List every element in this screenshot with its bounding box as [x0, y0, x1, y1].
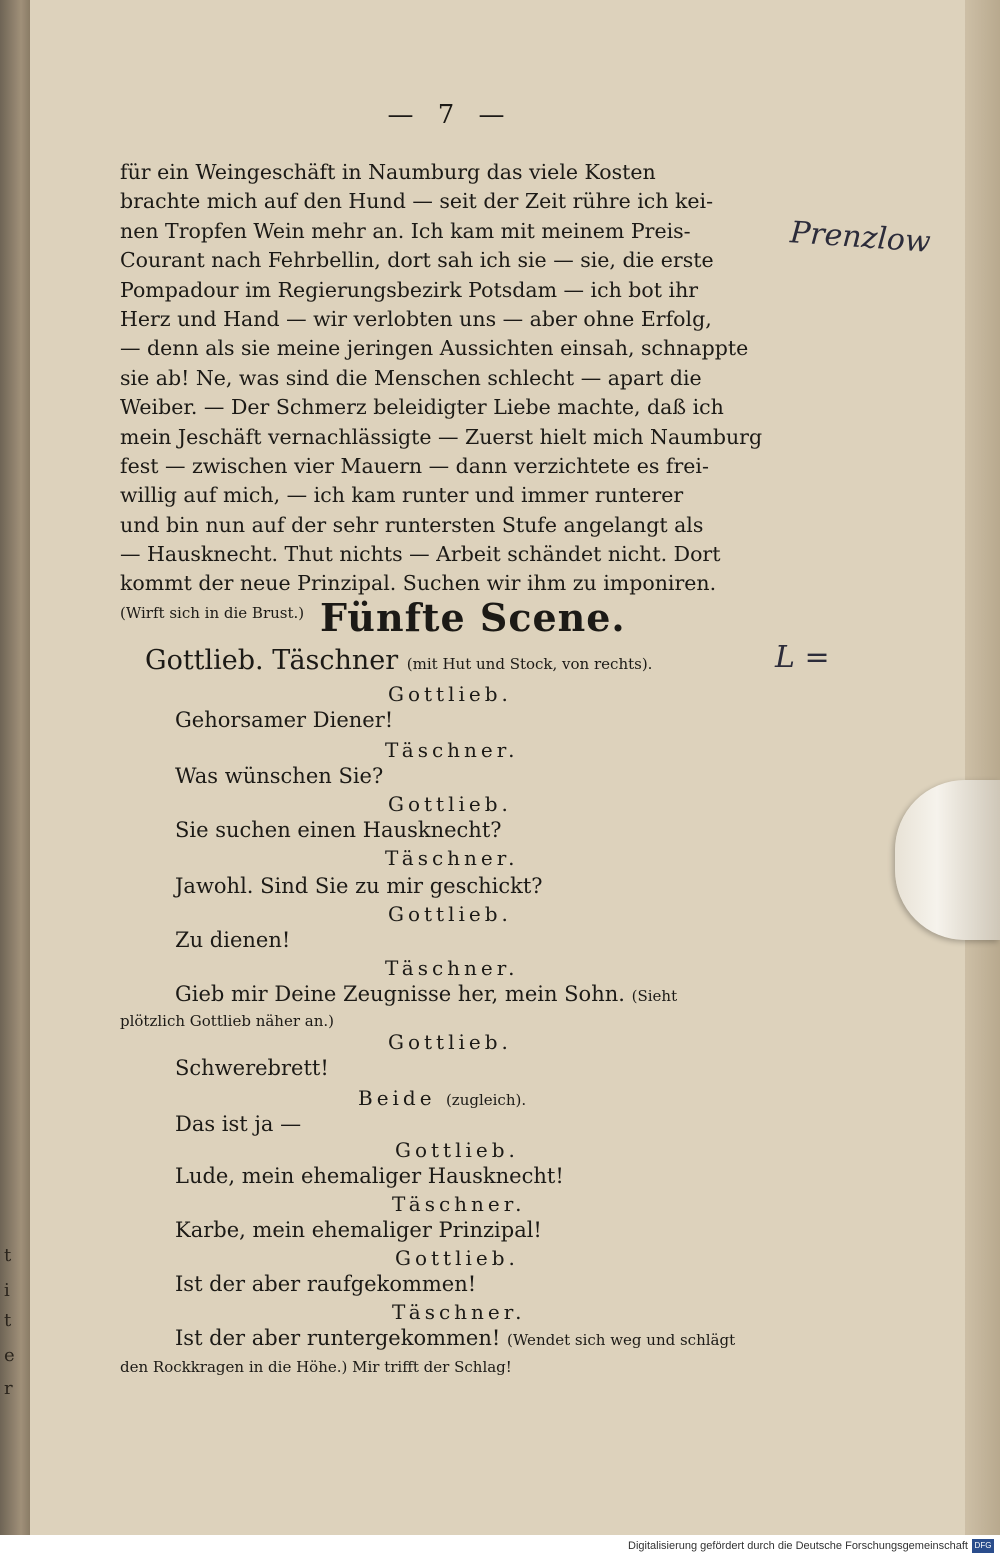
text-line: Weiber. — Der Schmerz beleidigter Liebe machte, daß ich	[120, 395, 724, 420]
dialogue-line	[175, 1326, 735, 1350]
text-line: willig auf mich, — ich kam runter und immer runterer	[120, 483, 684, 508]
speaker-stage-direction: (zugleich).	[445, 1091, 527, 1109]
footer-bar	[0, 1535, 1000, 1559]
text-line: — Hausknecht. Thut nichts — Arbeit schändet nicht. Dort	[120, 542, 721, 567]
speaker-name: Täschner.	[385, 738, 519, 762]
text-line: Courant nach Fehrbellin, dort sah ich sie — sie, die erste	[120, 248, 714, 273]
text-line: Herz und Hand — wir verlobten uns — aber ohne Erfolg,	[120, 306, 712, 331]
speaker-name: Gottlieb.	[388, 682, 512, 706]
text-line: kommt der neue Prinzipal. Suchen wir ihm zu imponiren.	[120, 571, 717, 596]
text-line: sie ab! Ne, was sind die Menschen schlecht — apart die	[120, 365, 702, 390]
text-line: mein Jeschäft vernachlässigte — Zuerst hielt mich Naumburg	[120, 424, 763, 449]
stage-direction: (Wendet sich weg und schlägt	[507, 1331, 736, 1349]
speaker-name: Gottlieb.	[395, 1138, 519, 1162]
dialogue-line: Sie suchen einen Hausknecht?	[175, 818, 502, 842]
speaker-name	[358, 1086, 526, 1110]
speaker-name: Täschner.	[392, 1300, 526, 1324]
dialogue-line: Zu dienen!	[175, 928, 291, 952]
left-page-fragment: t	[4, 1310, 12, 1331]
text-line: fest — zwischen vier Mauern — dann verzichtete es frei-	[120, 453, 709, 478]
dialogue-text: Gieb mir Deine Zeugnisse her, mein Sohn.	[175, 982, 625, 1006]
scene-title: Fünfte Scene.	[320, 595, 626, 640]
speaker-name: Täschner.	[385, 846, 519, 870]
dialogue-line: Karbe, mein ehemaliger Prinzipal!	[175, 1218, 542, 1242]
dialogue-line: Jawohl. Sind Sie zu mir geschickt?	[175, 874, 543, 898]
monologue-paragraph	[120, 158, 770, 628]
text-line: und bin nun auf der sehr runtersten Stufe angelangt als	[120, 512, 704, 537]
dialogue-line: Was wünschen Sie?	[175, 764, 384, 788]
text-line: für ein Weingeschäft in Naumburg das viele Kosten	[120, 160, 656, 184]
speaker-name: Täschner.	[392, 1192, 526, 1216]
left-page-fragment: i	[4, 1280, 10, 1301]
dialogue-line	[175, 982, 677, 1006]
left-page-fragment: t	[4, 1245, 12, 1266]
text-line: nen Tropfen Wein mehr an. Ich kam mit meinem Preis-	[120, 218, 691, 243]
text-line: — denn als sie meine jeringen Aussichten einsah, schnappte	[120, 336, 749, 361]
dfg-logo: DFG	[972, 1539, 994, 1553]
footer-credit: Digitalisierung gefördert durch die Deutsche Forschungsgemeinschaft	[628, 1540, 968, 1552]
stage-direction: (Wirft sich in die Brust.)	[120, 603, 305, 622]
dialogue-line: Lude, mein ehemaliger Hausknecht!	[175, 1164, 564, 1188]
speaker-name: Gottlieb.	[395, 1246, 519, 1270]
roles-stage-direction: (mit Hut und Stock, von rechts).	[406, 655, 653, 673]
speaker-name: Gottlieb.	[388, 1030, 512, 1054]
speaker-name: Gottlieb.	[388, 792, 512, 816]
page-edge	[965, 0, 1000, 1535]
dialogue-line: Gehorsamer Diener!	[175, 708, 394, 732]
handwritten-margin-note: Prenzlow	[788, 215, 932, 260]
speaker-name: Täschner.	[385, 956, 519, 980]
dialogue-line: Ist der aber raufgekommen!	[175, 1272, 477, 1296]
scene-roles	[145, 645, 652, 676]
stage-direction: (Sieht	[631, 987, 678, 1005]
text-line: brachte mich auf den Hund — seit der Zeit rühre ich kei-	[120, 189, 714, 214]
left-page-fragment: r	[4, 1378, 13, 1399]
left-page-fragment: e	[4, 1345, 15, 1366]
page-number: — 7 —	[387, 100, 513, 130]
dialogue-line: Schwerebrett!	[175, 1056, 329, 1080]
text-line: Pompadour im Regierungsbezirk Potsdam — ich bot ihr	[120, 277, 699, 302]
dialogue-line: Das ist ja —	[175, 1112, 302, 1136]
speaker-name: Gottlieb.	[388, 902, 512, 926]
roles-names: Gottlieb. Täschner	[145, 645, 399, 676]
dialogue-text: Ist der aber runtergekommen!	[175, 1326, 501, 1350]
speaker-label: Beide	[358, 1086, 436, 1110]
stage-direction-continued: den Rockkragen in die Höhe.) Mir trifft der Schlag!	[120, 1358, 512, 1376]
stage-direction-continued: plötzlich Gottlieb näher an.)	[120, 1012, 334, 1030]
adjacent-page-edge	[0, 0, 30, 1535]
handwritten-margin-note: L =	[775, 640, 830, 675]
